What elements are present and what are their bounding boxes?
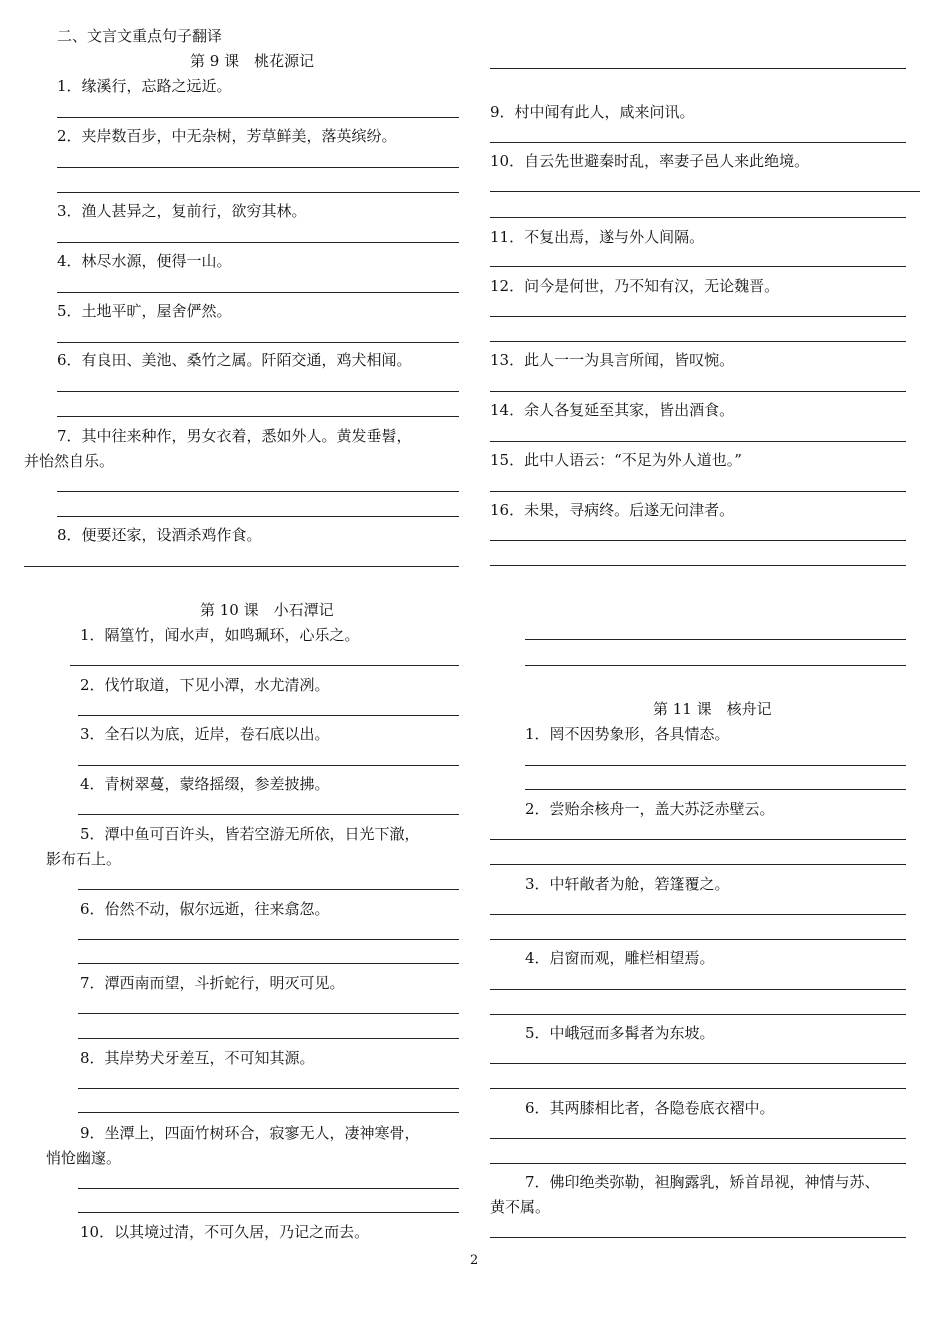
l10-item-1: 1．隔篁竹，闻水声，如鸣珮环，心乐之。 [80, 626, 360, 644]
l9-item-4: 4．林尽水源，便得一山。 [57, 252, 232, 270]
answer-line [57, 192, 459, 193]
answer-line [490, 191, 920, 192]
answer-line [525, 639, 906, 640]
l10-item-6: 6．佁然不动，俶尔远逝，往来翕忽。 [80, 900, 330, 918]
section-header: 二、文言文重点句子翻译 [57, 27, 223, 45]
answer-line [78, 1088, 459, 1089]
answer-line [57, 167, 459, 168]
answer-line [78, 1112, 459, 1113]
l9-item-8: 8．便要还家，设酒杀鸡作食。 [57, 526, 262, 544]
answer-line [490, 1014, 906, 1015]
l9-item-2: 2．夹岸数百步，中无杂树，芳草鲜美，落英缤纷。 [57, 127, 397, 145]
l11-item-7: 7．佛印绝类弥勒，袒胸露乳，矫首昂视，神情与苏、 [525, 1173, 880, 1191]
l11-item-7-cont: 黄不属。 [490, 1198, 551, 1216]
answer-line [57, 516, 459, 517]
answer-line [490, 1088, 906, 1089]
answer-line [490, 217, 906, 218]
answer-line [490, 989, 906, 990]
l11-item-1: 1．罔不因势象形，各具情态。 [525, 725, 730, 743]
lesson-11-title: 第 11 课 核舟记 [653, 700, 772, 718]
l9-item-14: 14．余人各复延至其家，皆出酒食。 [490, 401, 735, 419]
answer-line [490, 68, 906, 69]
answer-line [490, 341, 906, 342]
l9-item-13: 13．此人一一为具言所闻，皆叹惋。 [490, 351, 735, 369]
answer-line [490, 441, 906, 442]
l10-item-10: 10．以其境过清，不可久居，乃记之而去。 [80, 1223, 370, 1241]
answer-line [78, 715, 459, 716]
answer-line [78, 939, 459, 940]
answer-line [490, 491, 906, 492]
answer-line [490, 266, 906, 267]
l10-item-4: 4．青树翠蔓，蒙络摇缀，参差披拂。 [80, 775, 330, 793]
answer-line [57, 491, 459, 492]
lesson-9-title: 第 9 课 桃花源记 [190, 52, 315, 70]
answer-line [490, 839, 906, 840]
answer-line [78, 963, 459, 964]
l9-item-16: 16．未果，寻病终。后遂无问津者。 [490, 501, 735, 519]
l9-item-7: 7．其中往来种作，男女衣着，悉如外人。黄发垂髫， [57, 427, 412, 445]
l9-item-7-cont: 并怡然自乐。 [24, 452, 115, 470]
answer-line [78, 765, 459, 766]
answer-line [525, 665, 906, 666]
answer-line [57, 117, 459, 118]
answer-line [57, 292, 459, 293]
answer-line [78, 1188, 459, 1189]
l10-item-8: 8．其岸势犬牙差互，不可知其源。 [80, 1049, 315, 1067]
answer-line [78, 889, 459, 890]
l10-item-5-cont: 影布石上。 [46, 850, 122, 868]
answer-line [490, 1138, 906, 1139]
l11-item-6: 6．其两膝相比者，各隐卷底衣褶中。 [525, 1099, 775, 1117]
l10-item-3: 3．全石以为底，近岸，卷石底以出。 [80, 725, 330, 743]
l9-item-1: 1．缘溪行，忘路之远近。 [57, 77, 232, 95]
l9-item-10: 10．自云先世避秦时乱，率妻子邑人来此绝境。 [490, 152, 810, 170]
answer-line [490, 142, 906, 143]
answer-line [525, 765, 906, 766]
l11-item-5: 5．中峨冠而多髯者为东坡。 [525, 1024, 715, 1042]
l9-item-9: 9．村中闻有此人，咸来问讯。 [490, 103, 695, 121]
answer-line [78, 1212, 459, 1213]
answer-line [490, 1063, 906, 1064]
l11-item-3: 3．中轩敞者为舱，箬篷覆之。 [525, 875, 730, 893]
l9-item-5: 5．土地平旷，屋舍俨然。 [57, 302, 232, 320]
answer-line [490, 565, 906, 566]
answer-line [70, 665, 459, 666]
answer-line [490, 316, 906, 317]
l10-item-9-cont: 悄怆幽邃。 [46, 1149, 122, 1167]
l9-item-11: 11．不复出焉，遂与外人间隔。 [490, 228, 705, 246]
l10-item-7: 7．潭西南而望，斗折蛇行，明灭可见。 [80, 974, 345, 992]
answer-line [78, 1013, 459, 1014]
l10-item-2: 2．伐竹取道，下见小潭，水尤清冽。 [80, 676, 330, 694]
l11-item-4: 4．启窗而观，雕栏相望焉。 [525, 949, 715, 967]
answer-line [57, 391, 459, 392]
answer-line [490, 1163, 906, 1164]
answer-line [24, 566, 459, 567]
page-number: 2 [470, 1253, 479, 1268]
answer-line [490, 939, 906, 940]
answer-line [57, 342, 459, 343]
l9-item-3: 3．渔人甚异之，复前行，欲穷其林。 [57, 202, 307, 220]
answer-line [78, 1038, 459, 1039]
l11-item-2: 2．尝贻余核舟一，盖大苏泛赤壁云。 [525, 800, 775, 818]
l9-item-12: 12．问今是何世，乃不知有汉，无论魏晋。 [490, 277, 780, 295]
answer-line [57, 416, 459, 417]
answer-line [490, 914, 906, 915]
l9-item-6: 6．有良田、美池、桑竹之属。阡陌交通，鸡犬相闻。 [57, 351, 412, 369]
answer-line [490, 1237, 906, 1238]
answer-line [57, 242, 459, 243]
answer-line [490, 864, 906, 865]
l10-item-5: 5．潭中鱼可百许头，皆若空游无所依，日光下澈， [80, 825, 420, 843]
l10-item-9: 9．坐潭上，四面竹树环合，寂寥无人，凄神寒骨， [80, 1124, 420, 1142]
answer-line [525, 789, 906, 790]
answer-line [490, 540, 906, 541]
l9-item-15: 15．此中人语云：“不足为外人道也。” [490, 451, 742, 469]
answer-line [78, 814, 459, 815]
answer-line [490, 391, 906, 392]
lesson-10-title: 第 10 课 小石潭记 [200, 601, 334, 619]
